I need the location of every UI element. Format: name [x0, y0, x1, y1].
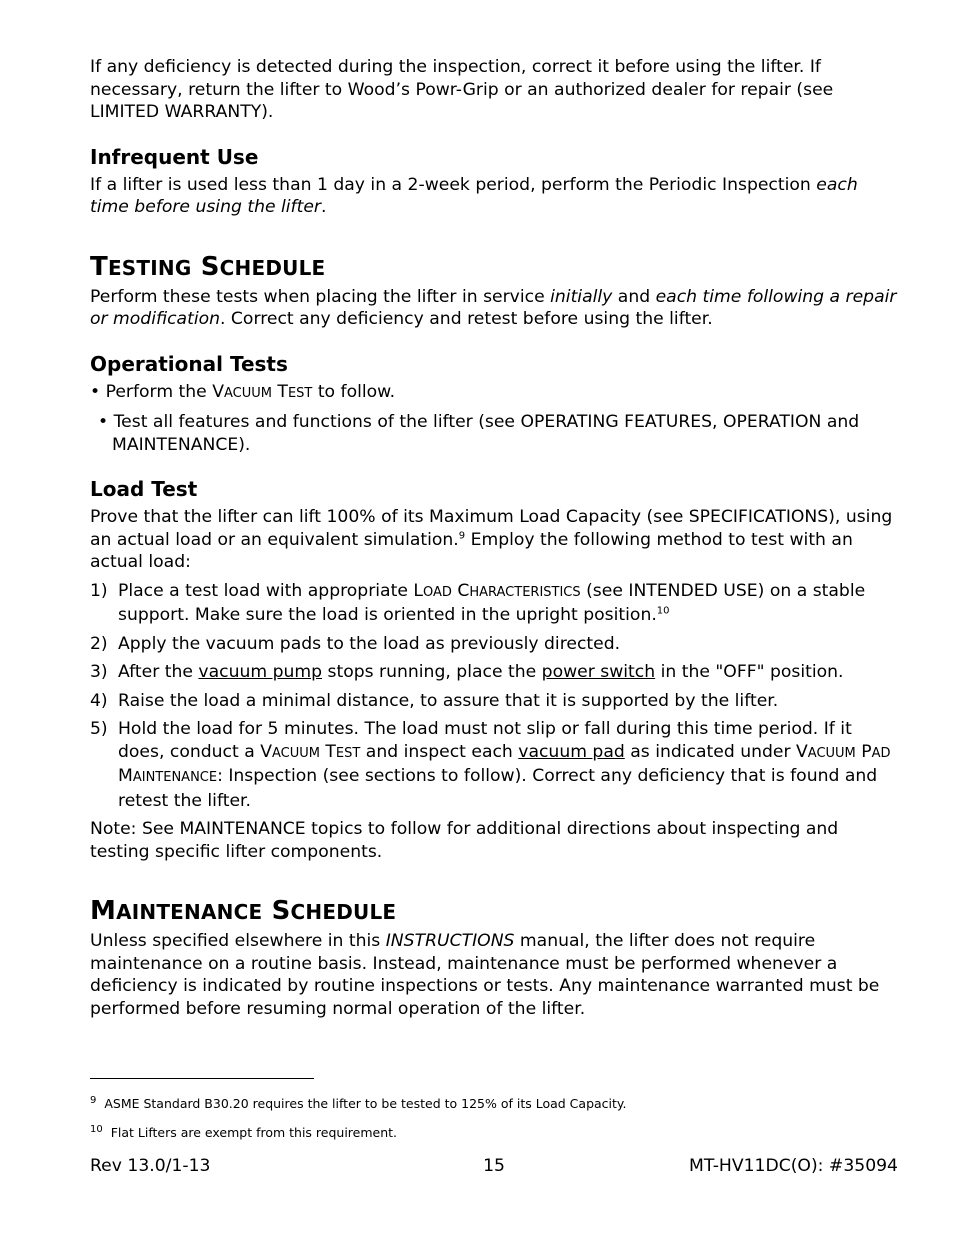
- list-item: 1) Place a test load with appropriate LOAD CHARACTERISTICS (see INTENDED USE) on a stable support. Make sure the load is oriented in the upright position.$^{10}$: [90, 580, 866, 625]
- list-item: 5) Hold the load for 5 minutes. The load must not slip or fall during this time period. If it does, conduct a VACUUM TEST and inspect each vacuum pad as indicated under VACUUM PAD MAINTENANCE: Inspection (see sections to follow). Correct any deficiency that is found and retest the lifter.: [90, 719, 891, 811]
- heading-load-test: Load Test: [90, 477, 198, 501]
- list-item: 2) Apply the vacuum pads to the load as previously directed.: [90, 633, 621, 654]
- testing-paragraph: Perform these tests when placing the lifter in service initially and each time following a repair or modification. Correct any deficiency and retest before using the lifter.: [90, 286, 897, 329]
- page-body: [90, 56, 900, 1020]
- heading-testing-schedule: TESTING SCHEDULE: [90, 251, 326, 282]
- document-id: MT-HV11DC(O): #35094: [688, 1156, 898, 1176]
- list-item: 3) After the vacuum pump stops running, place the power switch in the "OFF" position.: [90, 662, 844, 682]
- note-paragraph: Note: See MAINTENANCE topics to follow for additional directions about inspecting and testing specific lifter components.: [90, 819, 839, 862]
- revision-label: Rev 13.0/1-13: [90, 1156, 211, 1176]
- heading-infrequent-use: Infrequent Use: [90, 144, 259, 169]
- footnote-divider: [90, 1078, 314, 1079]
- intro-paragraph: If any deficiency is detected during the inspection, correct it before using the lifter. If necessary, return the lifter to Wood’s Powr-Grip or an authorized dealer for repair (see LIMITED WARRANTY).: [90, 57, 834, 122]
- heading-maintenance-schedule: MAINTENANCE SCHEDULE: [90, 896, 397, 926]
- list-item: 4) Raise the load a minimal distance, to assure that it is supported by the lifter.: [90, 690, 779, 711]
- infrequent-paragraph: If a lifter is used less than 1 day in a 2-week period, perform the Periodic Inspection each time before using the lifter.: [90, 174, 858, 217]
- list-item: • Test all features and functions of the lifter (see OPERATING FEATURES, OPERATION and MAINTENANCE).: [98, 412, 860, 455]
- maintenance-paragraph: Unless specified elsewhere in this INSTRUCTIONS manual, the lifter does not require maintenance on a routine basis. Instead, maintenance must be performed whenever a deficiency is indicated by routine inspections or tests. Any maintenance warranted must be performed before resuming normal operation of the lifter.: [90, 931, 880, 1019]
- footnote-10: $^{10}$ Flat Lifters are exempt from this requirement.: [90, 1123, 398, 1140]
- load-test-paragraph: Prove that the lifter can lift 100% of its Maximum Load Capacity (see SPECIFICATIONS), using an actual load or an equivalent simulation.$^9$ Employ the following method to test with an actual load:: [90, 507, 893, 572]
- load-test-steps: [90, 580, 900, 813]
- list-item: • Perform the VACUUM TEST to follow.: [90, 381, 396, 402]
- footnote-9: $^9$ ASME Standard B30.20 requires the lifter to be tested to 125% of its Load Capacity.: [90, 1094, 627, 1111]
- page-number: 15: [483, 1156, 505, 1176]
- heading-operational-tests: Operational Tests: [90, 351, 288, 376]
- page-footer: [90, 1156, 898, 1180]
